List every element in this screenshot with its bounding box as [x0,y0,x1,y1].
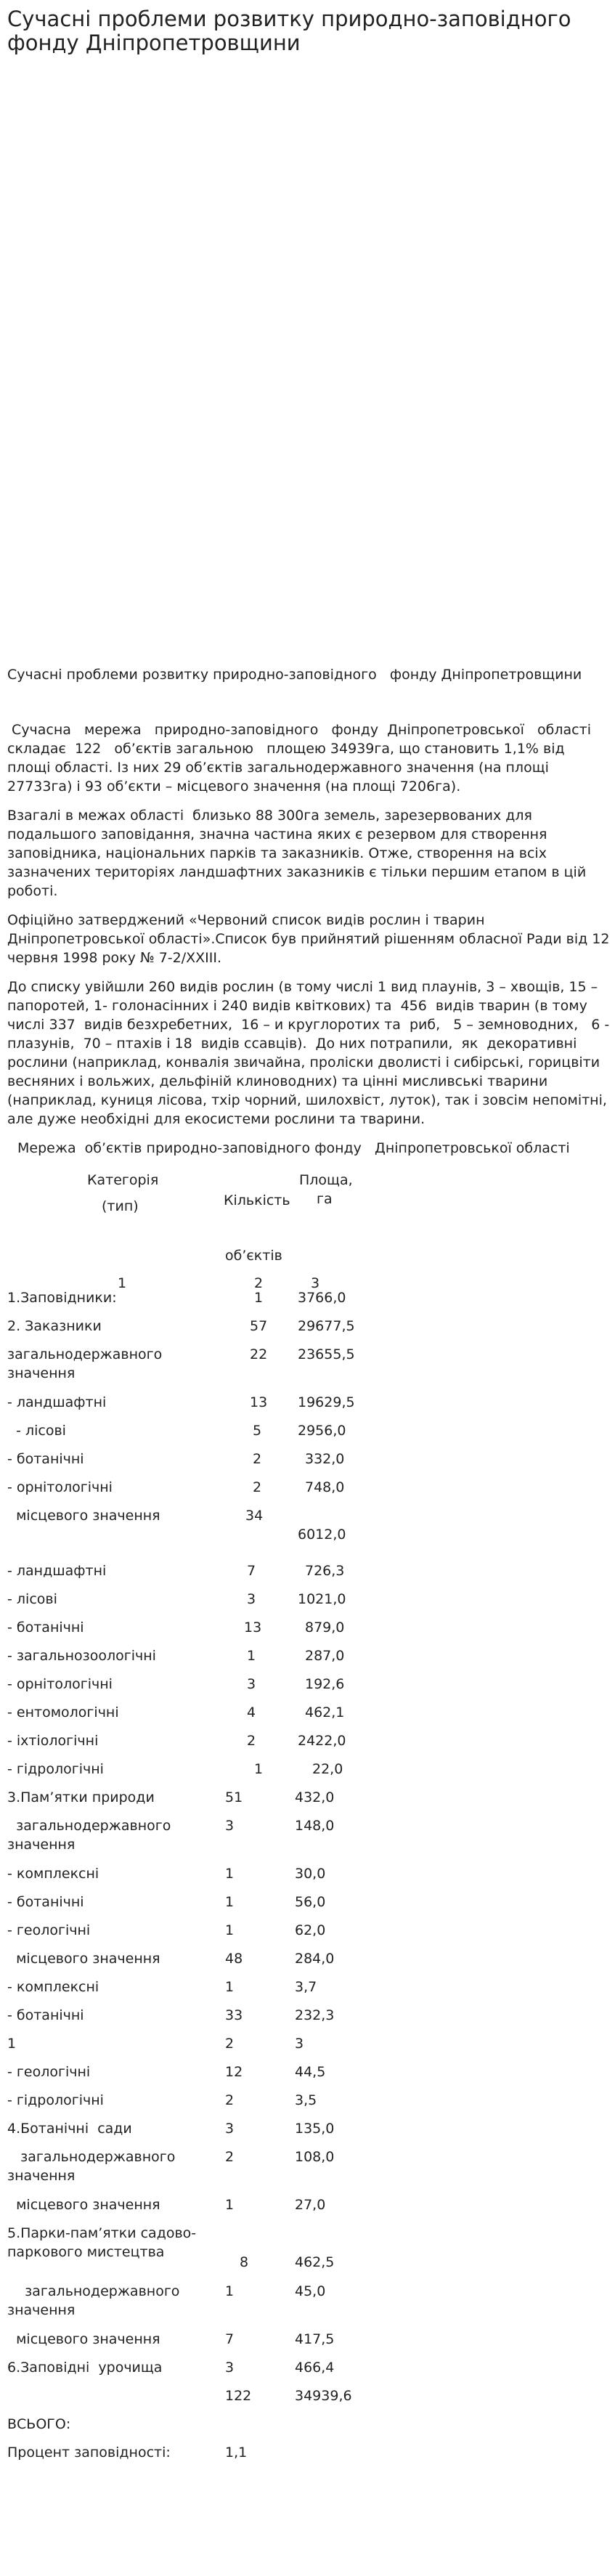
row-count: 2 [225,2092,235,2108]
row-count: 3 [247,1676,256,1692]
row-category: - ботанічні [7,2007,84,2023]
row-count: 13 [250,1394,268,1410]
table-row [7,2224,610,2282]
row-area: 466,4 [295,2360,335,2376]
table-header [0,1165,615,1291]
row-area: 748,0 [305,1479,345,1495]
row-area: 44,5 [295,2064,326,2080]
row-count: 2 [253,1451,262,1467]
row-area: 56,0 [295,1894,326,1910]
table-row [7,1949,610,1978]
row-count: 57 [250,1318,268,1334]
row-area: 192,6 [305,1676,345,1692]
row-count: 2 [225,2036,235,2052]
reserve-table [0,1165,615,2471]
row-count: 5 [253,1423,262,1439]
paragraph: Взагалі в межах області близько 88 300га земель, зарезервованих для подальшого заповідання, значна частина яких є резервом для створення заповідника, національних парків та заказників. Отже, створення на всіх зазначених територіях ландшафтних заказників є тільки першим етапом в цій роботі. [7,808,591,899]
header-count: Кількість [224,1192,290,1208]
table-row [7,2091,610,2119]
row-category: 3.Пам’ятки природи [7,1789,155,1805]
header-objects: об’єктів [225,1248,282,1264]
row-area: 462,1 [305,1705,345,1720]
table-body [0,1288,615,2471]
row-category: - гідрологічні [7,1761,104,1777]
row-category: - ботанічні [7,1894,84,1910]
table-row [7,2195,610,2224]
row-area: 22,0 [312,1761,343,1777]
header-unit: га [317,1191,333,1207]
row-count: 3 [225,2121,235,2137]
row-area: 284,0 [295,1951,335,1967]
row-count: 7 [225,2331,235,2347]
row-category: - ботанічні [7,1620,84,1636]
paragraph: Офіційно затверджений «Червоний список видів рослин і тварин Дніпропетровської області».Список був прийнятий рішенням обласної Ради від 12 червня 1998 року № 7-2/ХХIII. [7,912,614,966]
row-count: 1 [225,1922,235,1938]
row-count: 1 [254,1290,264,1306]
row-count: 3 [225,1818,235,1834]
row-count: 22 [250,1346,268,1362]
row-count: 1 [225,2283,235,2299]
table-row [7,2282,610,2330]
row-category: 4.Ботанічні сади [7,2121,132,2137]
table-row [7,1288,610,1317]
header-area: Площа, [299,1172,353,1188]
row-category: загальнодержавного значення [7,1346,167,1381]
row-area: 62,0 [295,1922,326,1938]
row-count: 1 [254,1761,264,1777]
row-category: - ентомологічні [7,1705,119,1720]
table-row [7,2443,610,2471]
row-category: - орнітологічні [7,1676,113,1692]
table-row [7,1478,610,1506]
row-count: 2 [253,1479,262,1495]
table-row [7,1978,610,2006]
row-count: 4 [247,1705,256,1720]
table-row [7,2148,610,2195]
paragraph: До списку увійшли 260 видів рослин (в тому числі 1 вид плаунів, 3 – хвощів, 15 – папоротей, 1- голонасінних і 240 видів квіткових) та 456 видів тварин (в тому числі 337 видів безхребетних, 16 – и круглоротих та риб, 5 – земноводних, 6 - плазунів, 70 – птахів і 18 видів ссавців). До них потрапили, як декоративні рослини (наприклад, конвалія звичайна, проліски дволисті і сибірські, горицвіти весняних і вольжих, дельфіній клиноводних) та цінні мисливські тварини (наприклад, куниця лісова, тхір чорний, шилохвіст, луток), так і зовсім непомітні, але дуже необхідні для екосистеми рослини та тварини. [7,979,614,1127]
row-category: - комплексні [7,1979,99,1995]
row-count: 2 [225,2149,235,2165]
row-area: 19629,5 [298,1394,355,1410]
row-category: загальнодержавного значення [7,2283,184,2318]
table-row [7,1421,610,1450]
row-count: 51 [225,1789,243,1805]
header-num-1: 1 [118,1275,127,1291]
table-row [7,1393,610,1421]
row-count: 2 [247,1733,256,1749]
row-area: 3 [295,2036,304,2052]
table-row [7,1893,610,1921]
table-row [7,2119,610,2148]
table-row [7,1345,610,1393]
row-count: 3 [225,2360,235,2376]
row-area: 23655,5 [298,1346,355,1362]
row-category: 1 [7,2036,17,2052]
row-count: 122 [225,2388,252,2404]
row-count: 8 [240,2254,249,2270]
paragraph: Сучасна мережа природно-заповідного фонду Дніпропетровської області складає 122 об’єктів загальною площею 34939га, що становить 1,1% від площі області. Із них 29 об’єктів загальнодержавного значення (на площі 27733га) і 93 об’єкти – місцевого значення (на площі 7206га). [7,722,596,795]
row-category: 2. Заказники [7,1318,102,1334]
section-subheading: Сучасні проблеми розвитку природно-заповідного фонду Дніпропетровщини [7,667,582,683]
row-count: 3 [247,1591,256,1607]
row-area: 417,5 [295,2331,335,2347]
table-row [7,1675,610,1703]
row-area: 726,3 [305,1563,345,1579]
table-row [7,1618,610,1646]
row-category: - ландшафтні [7,1394,107,1410]
row-area: 462,5 [295,2254,335,2270]
row-category: місцевого значення [7,1508,160,1524]
table-row [7,1317,610,1345]
table-row [7,1816,610,1864]
row-count: 1 [225,2197,235,2213]
table-row [7,1731,610,1760]
table-row [7,2358,610,2386]
row-area: 135,0 [295,2121,335,2137]
row-category: місцевого значення [7,2197,160,2213]
row-count: 1 [225,1894,235,1910]
row-area: 3,5 [295,2092,317,2108]
table-row [7,2006,610,2034]
row-count: 48 [225,1951,243,1967]
row-area: 34939,6 [295,2388,352,2404]
table-row [7,1703,610,1731]
row-category: - лісові [7,1591,57,1607]
table-row [7,1450,610,1478]
row-category: 6.Заповідні урочища [7,2360,163,2376]
table-row [7,1864,610,1893]
row-area: 1021,0 [298,1591,346,1607]
row-category: - орнітологічні [7,1479,113,1495]
row-area: 108,0 [295,2149,335,2165]
row-category: - іхтіологічні [7,1733,99,1749]
row-count: 1 [225,1979,235,1995]
header-category: Категорія [87,1172,159,1188]
row-area: 3766,0 [298,1290,346,1306]
header-type: (тип) [102,1198,139,1214]
table-row [7,2034,610,2063]
row-category: - загальнозоологічні [7,1648,156,1664]
table-row [7,2386,610,2415]
row-category: - геологічні [7,1922,91,1938]
row-category: 5.Парки-пам’ятки садово-паркового мистецтва [7,2225,197,2260]
row-category: Процент заповідності: [7,2445,171,2461]
table-title: Мережа об’єктів природно-заповідного фонду Дніпропетровської області [17,1140,570,1156]
table-row [7,1561,610,1590]
header-num-3: 3 [311,1275,320,1291]
row-area: 148,0 [295,1818,335,1834]
row-category: 1.Заповідники: [7,1290,117,1306]
row-area: 3,7 [295,1979,317,1995]
table-row [7,1590,610,1618]
row-area: 6012,0 [298,1527,346,1543]
blank-area [0,55,615,665]
row-area: 30,0 [295,1866,326,1882]
table-row [7,2063,610,2091]
row-category: місцевого значення [7,1951,160,1967]
row-area: 2956,0 [298,1423,346,1439]
row-area: 45,0 [295,2283,326,2299]
header-num-2: 2 [254,1275,264,1291]
row-area: 332,0 [305,1451,345,1467]
row-area: 2422,0 [298,1733,346,1749]
row-category: місцевого значення [7,2331,160,2347]
row-count: 1 [225,1866,235,1882]
row-category: загальнодержавного значення [7,2149,180,2184]
row-count: 1 [247,1648,256,1664]
row-count: 13 [244,1620,262,1636]
row-area: 432,0 [295,1789,335,1805]
row-count: 33 [225,2007,243,2023]
table-row [7,2330,610,2358]
table-row [7,2415,610,2443]
row-category: загальнодержавного значення [7,1818,176,1853]
row-category: - гідрологічні [7,2092,104,2108]
row-category: ВСЬОГО: [7,2416,71,2432]
row-area: 287,0 [305,1648,345,1664]
row-area: 232,3 [295,2007,335,2023]
row-area: 879,0 [305,1620,345,1636]
row-category: - ландшафтні [7,1563,107,1579]
page-title: Сучасні проблеми розвитку природно-заповідного фонду Дніпропетровщини [7,7,571,55]
row-area: 27,0 [295,2197,326,2213]
row-count: 12 [225,2064,243,2080]
table-row [7,1788,610,1816]
table-row [7,1646,610,1675]
row-area: 29677,5 [298,1318,355,1334]
table-row [7,1760,610,1788]
row-count: 1,1 [225,2445,248,2461]
row-category: - комплексні [7,1866,99,1882]
table-row [7,1921,610,1949]
row-category: - геологічні [7,2064,91,2080]
row-count: 34 [245,1508,264,1524]
row-category: - лісові [7,1423,66,1439]
row-category: - ботанічні [7,1451,84,1467]
row-count: 7 [247,1563,256,1579]
table-row [7,1506,610,1561]
